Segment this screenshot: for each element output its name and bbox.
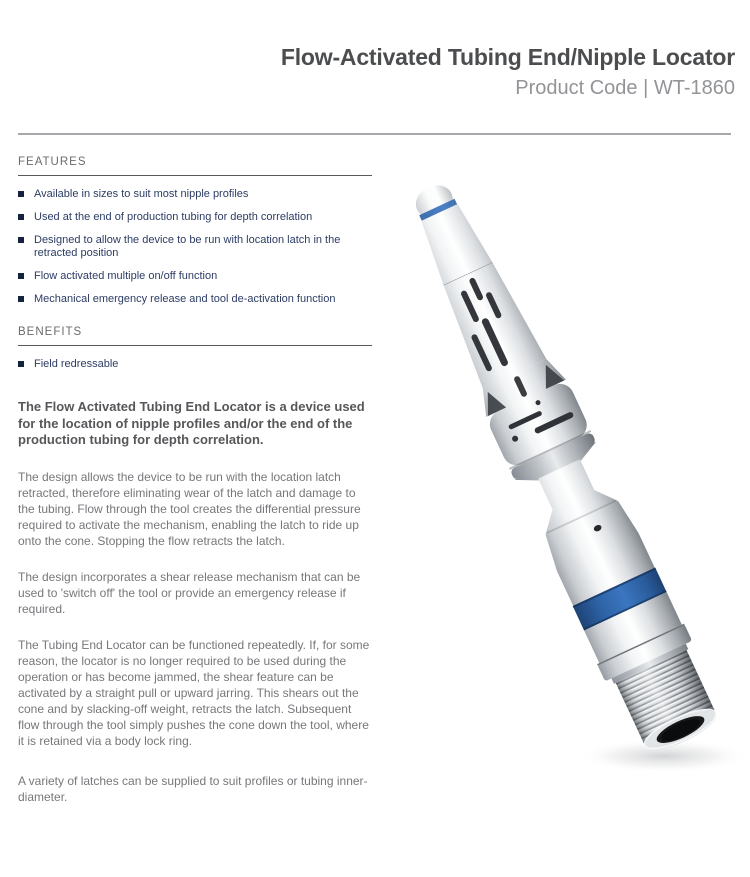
benefits-underline [18,345,372,346]
header [18,44,735,100]
benefits-heading: BENEFITS [18,326,83,338]
body-paragraph: The design incorporates a shear release mechanism that can be used to 'switch off' the tool or provide an emergency release if required. [18,569,361,616]
tool-illustration [376,166,748,830]
bullet-square-icon [18,296,24,302]
feature-text: Available in sizes to suit most nipple profiles [34,188,249,200]
product-photo [376,166,748,830]
bullet-square-icon [18,214,24,220]
feature-text: Used at the end of production tubing for depth correlation [34,211,313,223]
feature-text: Designed to allow the device to be run with location latch in the retracted position [34,234,341,259]
features-list [18,188,376,306]
feature-text: Mechanical emergency release and tool de-activation function [34,293,336,305]
text-column [18,156,376,805]
body-paragraph: The Tubing End Locator can be functioned repeatedly. If, for some reason, the locator is no longer required to be used during the operation or has become jammed, the shear feature can be activated by a straight pull or upward jarring. This shears out the cone and by slacking-off weight, retracts the latch. Subsequent flow through the tool simply pushes the cone down the tool, where it is retained via a body lock ring. [18,637,370,748]
body-paragraph: A variety of latches can be supplied to suit profiles or tubing inner-diameter. [18,773,368,804]
features-heading: FEATURES [18,156,87,168]
benefits-list [18,358,376,371]
list-item [18,270,376,283]
list-item [18,188,376,201]
bullet-square-icon [18,361,24,367]
list-item [18,358,376,371]
body-paragraph: The design allows the device to be run with the location latch retracted, therefore eliminating wear of the latch and damage to the tubing. Flow through the tool creates the differential pressure required to activate the mechanism, enabling the latch to ride up onto the cone. Stopping the flow retracts the latch. [18,469,361,548]
feature-text: Flow activated multiple on/off function [34,270,218,282]
intro-paragraph: The Flow Activated Tubing End Locator is a device used for the location of nipple profiles and/or the end of the production tubing for depth correlation. [18,399,365,447]
bullet-square-icon [18,191,24,197]
list-item [18,211,376,224]
benefits-section [18,326,376,371]
bullet-square-icon [18,237,24,243]
product-code: Product Code | WT-1860 [515,77,735,99]
list-item [18,234,376,260]
features-underline [18,175,372,176]
tool-body [384,168,729,761]
page-title: Flow-Activated Tubing End/Nipple Locator [280,44,735,70]
list-item [18,293,376,306]
header-divider [18,133,731,135]
benefit-text: Field redressable [34,358,119,370]
bullet-square-icon [18,273,24,279]
